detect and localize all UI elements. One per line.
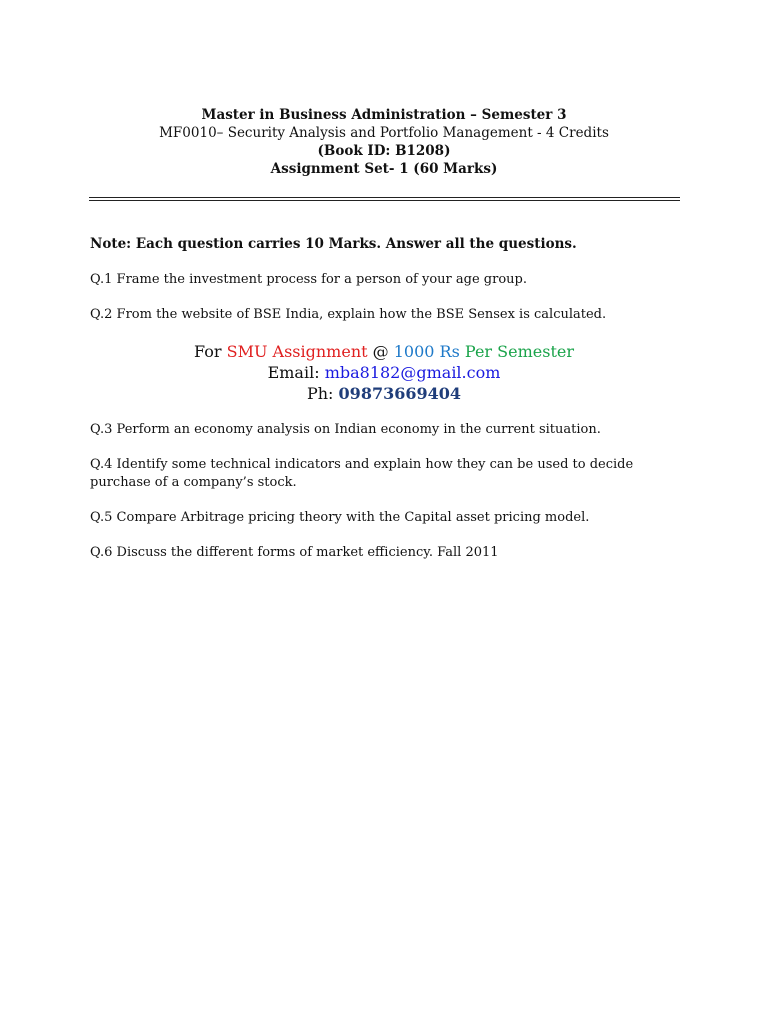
divider-bottom	[89, 200, 680, 201]
question-2: Q.2 From the website of BSE India, explain how the BSE Sensex is calculated.	[90, 307, 607, 322]
promo-price: 1000 Rs	[393, 342, 460, 361]
promo-block	[0, 341, 768, 404]
phone-number: 09873669404	[338, 384, 462, 403]
question-4: Q.4 Identify some technical indicators and explain how they can be used to decide purchase of a company’s stock.	[90, 457, 634, 490]
email-link[interactable]: mba8182@gmail.com	[324, 363, 501, 382]
email-label: Email:	[267, 363, 320, 382]
question-1: Q.1 Frame the investment process for a person of your age group.	[90, 272, 527, 287]
promo-per-semester: Per Semester	[464, 342, 574, 361]
promo-for: For	[194, 342, 222, 361]
question-3: Q.3 Perform an economy analysis on Indian economy in the current situation.	[90, 422, 601, 437]
assignment-set: Assignment Set- 1 (60 Marks)	[270, 161, 498, 177]
instructions-note: Note: Each question carries 10 Marks. Answer all the questions.	[90, 236, 577, 252]
promo-line-2	[0, 362, 768, 383]
question-6: Q.6 Discuss the different forms of market efficiency. Fall 2011	[90, 545, 499, 560]
program-title: Master in Business Administration – Semester 3	[201, 107, 567, 123]
promo-line-3	[0, 383, 768, 404]
promo-line-1	[0, 341, 768, 362]
divider-top	[89, 197, 680, 198]
question-5: Q.5 Compare Arbitrage pricing theory with the Capital asset pricing model.	[90, 510, 590, 525]
phone-label: Ph:	[306, 384, 334, 403]
promo-at: @	[372, 342, 389, 361]
promo-smu-assignment: SMU Assignment	[226, 342, 368, 361]
document-header	[0, 106, 768, 178]
book-id: (Book ID: B1208)	[317, 143, 451, 159]
course-title: MF0010– Security Analysis and Portfolio Management - 4 Credits	[159, 125, 609, 141]
